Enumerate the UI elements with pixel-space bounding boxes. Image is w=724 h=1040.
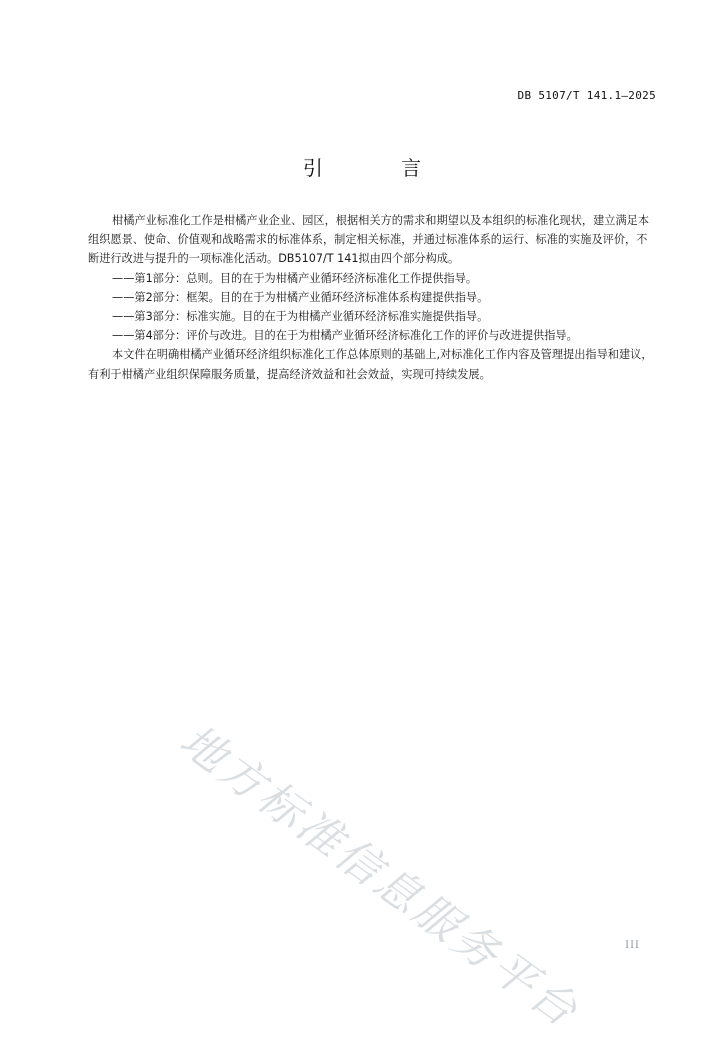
body-text: [88, 211, 656, 384]
part-1-item: ——第1部分：总则。目的在于为柑橘产业循环经济标准化工作提供指导。: [112, 271, 478, 285]
part-2-item: ——第2部分：框架。目的在于为柑橘产业循环经济标准体系构建提供指导。: [112, 290, 489, 304]
part-4-item: ——第4部分：评价与改进。目的在于为柑橘产业循环经济标准化工作的评价与改进提供指导。: [112, 329, 578, 343]
page-title: 引 言: [302, 156, 458, 180]
watermark: 地方标准信息服务平台: [170, 715, 589, 1039]
intro-paragraph: 柑橘产业标准化工作是柑橘产业企业、园区，根据相关方的需求和期望以及本组织的标准化现状，建立满足本组织愿景、使命、价值观和战略需求的标准体系，制定相关标准，并通过标准体系的运行、标准的实施及评价，不断进行改进与提升的一项标准化活动。DB5107/T 141拟由四个部分构成。: [88, 214, 650, 266]
page-number: III: [625, 940, 640, 951]
standard-code: DB 5107/T 141.1—2025: [517, 89, 656, 102]
closing-paragraph: 本文件在明确柑橘产业循环经济组织标准化工作总体原则的基础上,对标准化工作内容及管理提出指导和建议，有利于柑橘产业组织保障服务质量，提高经济效益和社会效益，实现可持续发展。: [88, 348, 653, 381]
part-3-item: ——第3部分：标准实施。目的在于为柑橘产业循环经济标准实施提供指导。: [112, 310, 489, 324]
